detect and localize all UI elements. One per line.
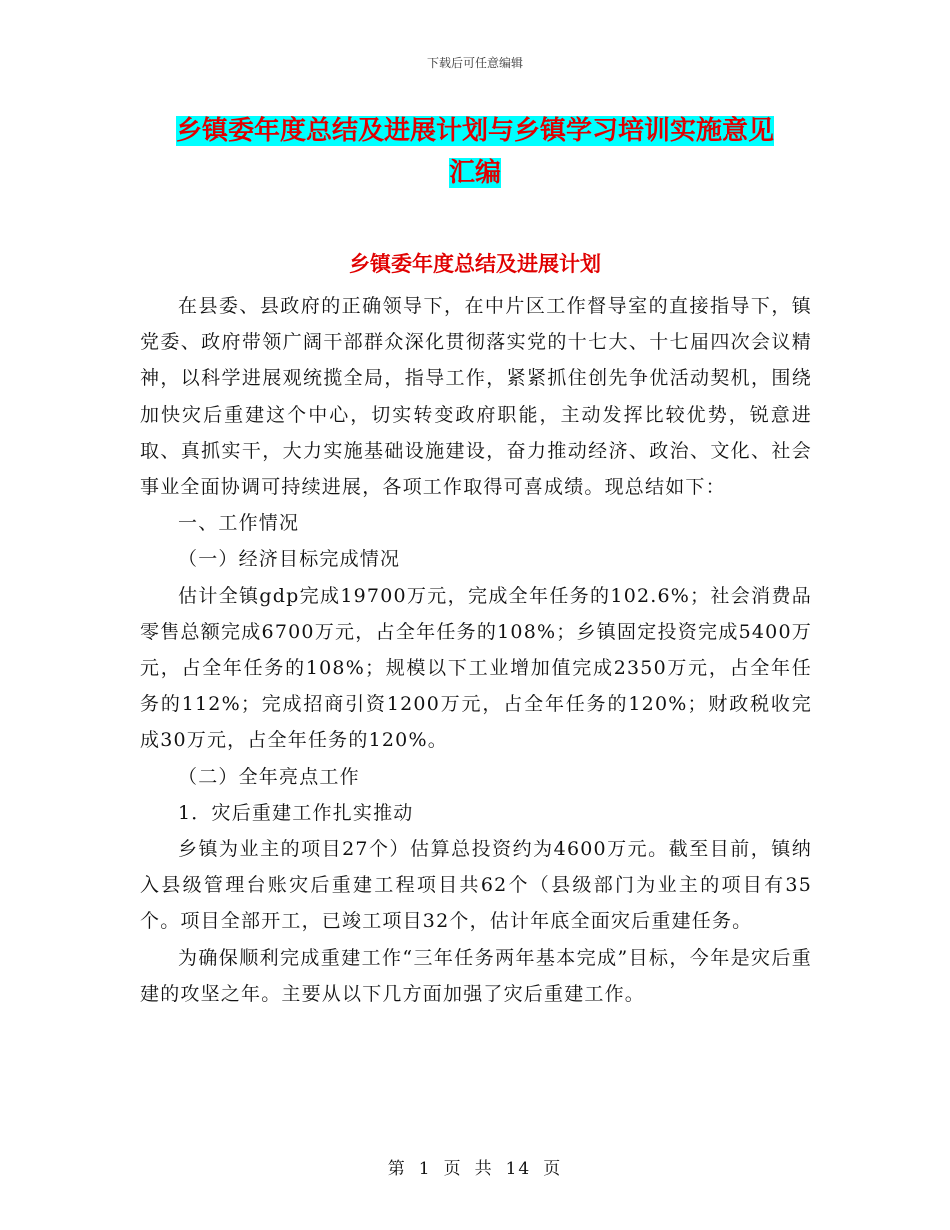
paragraph-reconstruction-goal: 为确保顺利完成重建工作“三年任务两年基本完成”目标，今年是灾后重建的攻坚之年。主要从以下几方面加强了灾后重建工作。 bbox=[140, 946, 812, 1005]
page-number: 1 bbox=[418, 1159, 432, 1179]
footer-middle: 页 bbox=[443, 1159, 463, 1179]
paragraph-intro: 在县委、县政府的正确领导下，在中片区工作督导室的直接指导下，镇党委、政府带领广阔干部群众深化贯彻落实党的十七大、十七届四次会议精神，以科学进展观统揽全局，指导工作，紧紧抓住创先争优活动契机，围绕加快灾后重建这个中心，切实转变政府职能，主动发挥比较优势，锐意进取、真抓实干，大力实施基础设施建设，奋力推动经济、政治、文化、社会事业全面协调可持续进展，各项工作取得可喜成绩。现总结如下： bbox=[140, 295, 812, 499]
footer-suffix: 页 bbox=[543, 1159, 563, 1179]
footer-prefix: 第 bbox=[387, 1159, 407, 1179]
footer-total-prefix: 共 bbox=[474, 1159, 494, 1179]
heading-highlights: （二）全年亮点工作 bbox=[178, 765, 360, 788]
paragraph-projects: 乡镇为业主的项目27个）估算总投资约为4600万元。截至目前，镇纳入县级管理台账灾后重建工程项目共62个（县级部门为业主的项目有35个。项目全部开工，已竣工项目32个，估计年底全面灾后重建任务。 bbox=[140, 838, 812, 933]
total-pages: 14 bbox=[505, 1159, 532, 1179]
header-note: 下载后可任意编辑 bbox=[426, 56, 523, 70]
document-title bbox=[140, 110, 810, 194]
heading-work-situation: 一、工作情况 bbox=[178, 512, 300, 535]
page-footer bbox=[0, 1154, 950, 1179]
heading-economic-targets: （一）经济目标完成情况 bbox=[178, 548, 401, 571]
heading-reconstruction: 1．灾后重建工作扎实推动 bbox=[178, 801, 414, 824]
paragraph-economic-figures: 估计全镇gdp完成19700万元，完成全年任务的102.6%；社会消费品零售总额完成6700万元，占全年任务的108%；乡镇固定投资完成5400万元，占全年任务的108%；规模以下工业增加值完成2350万元，占全年任务的112%；完成招商引资1200万元，占全年任务的120%；财政税收完成30万元，占全年任务的120%。 bbox=[140, 584, 812, 752]
section-title: 乡镇委年度总结及进展计划 bbox=[349, 252, 601, 276]
title-line-2: 汇编 bbox=[448, 158, 501, 188]
document-body bbox=[140, 288, 812, 1012]
title-line-1: 乡镇委年度总结及进展计划与乡镇学习培训实施意见 bbox=[175, 116, 774, 146]
